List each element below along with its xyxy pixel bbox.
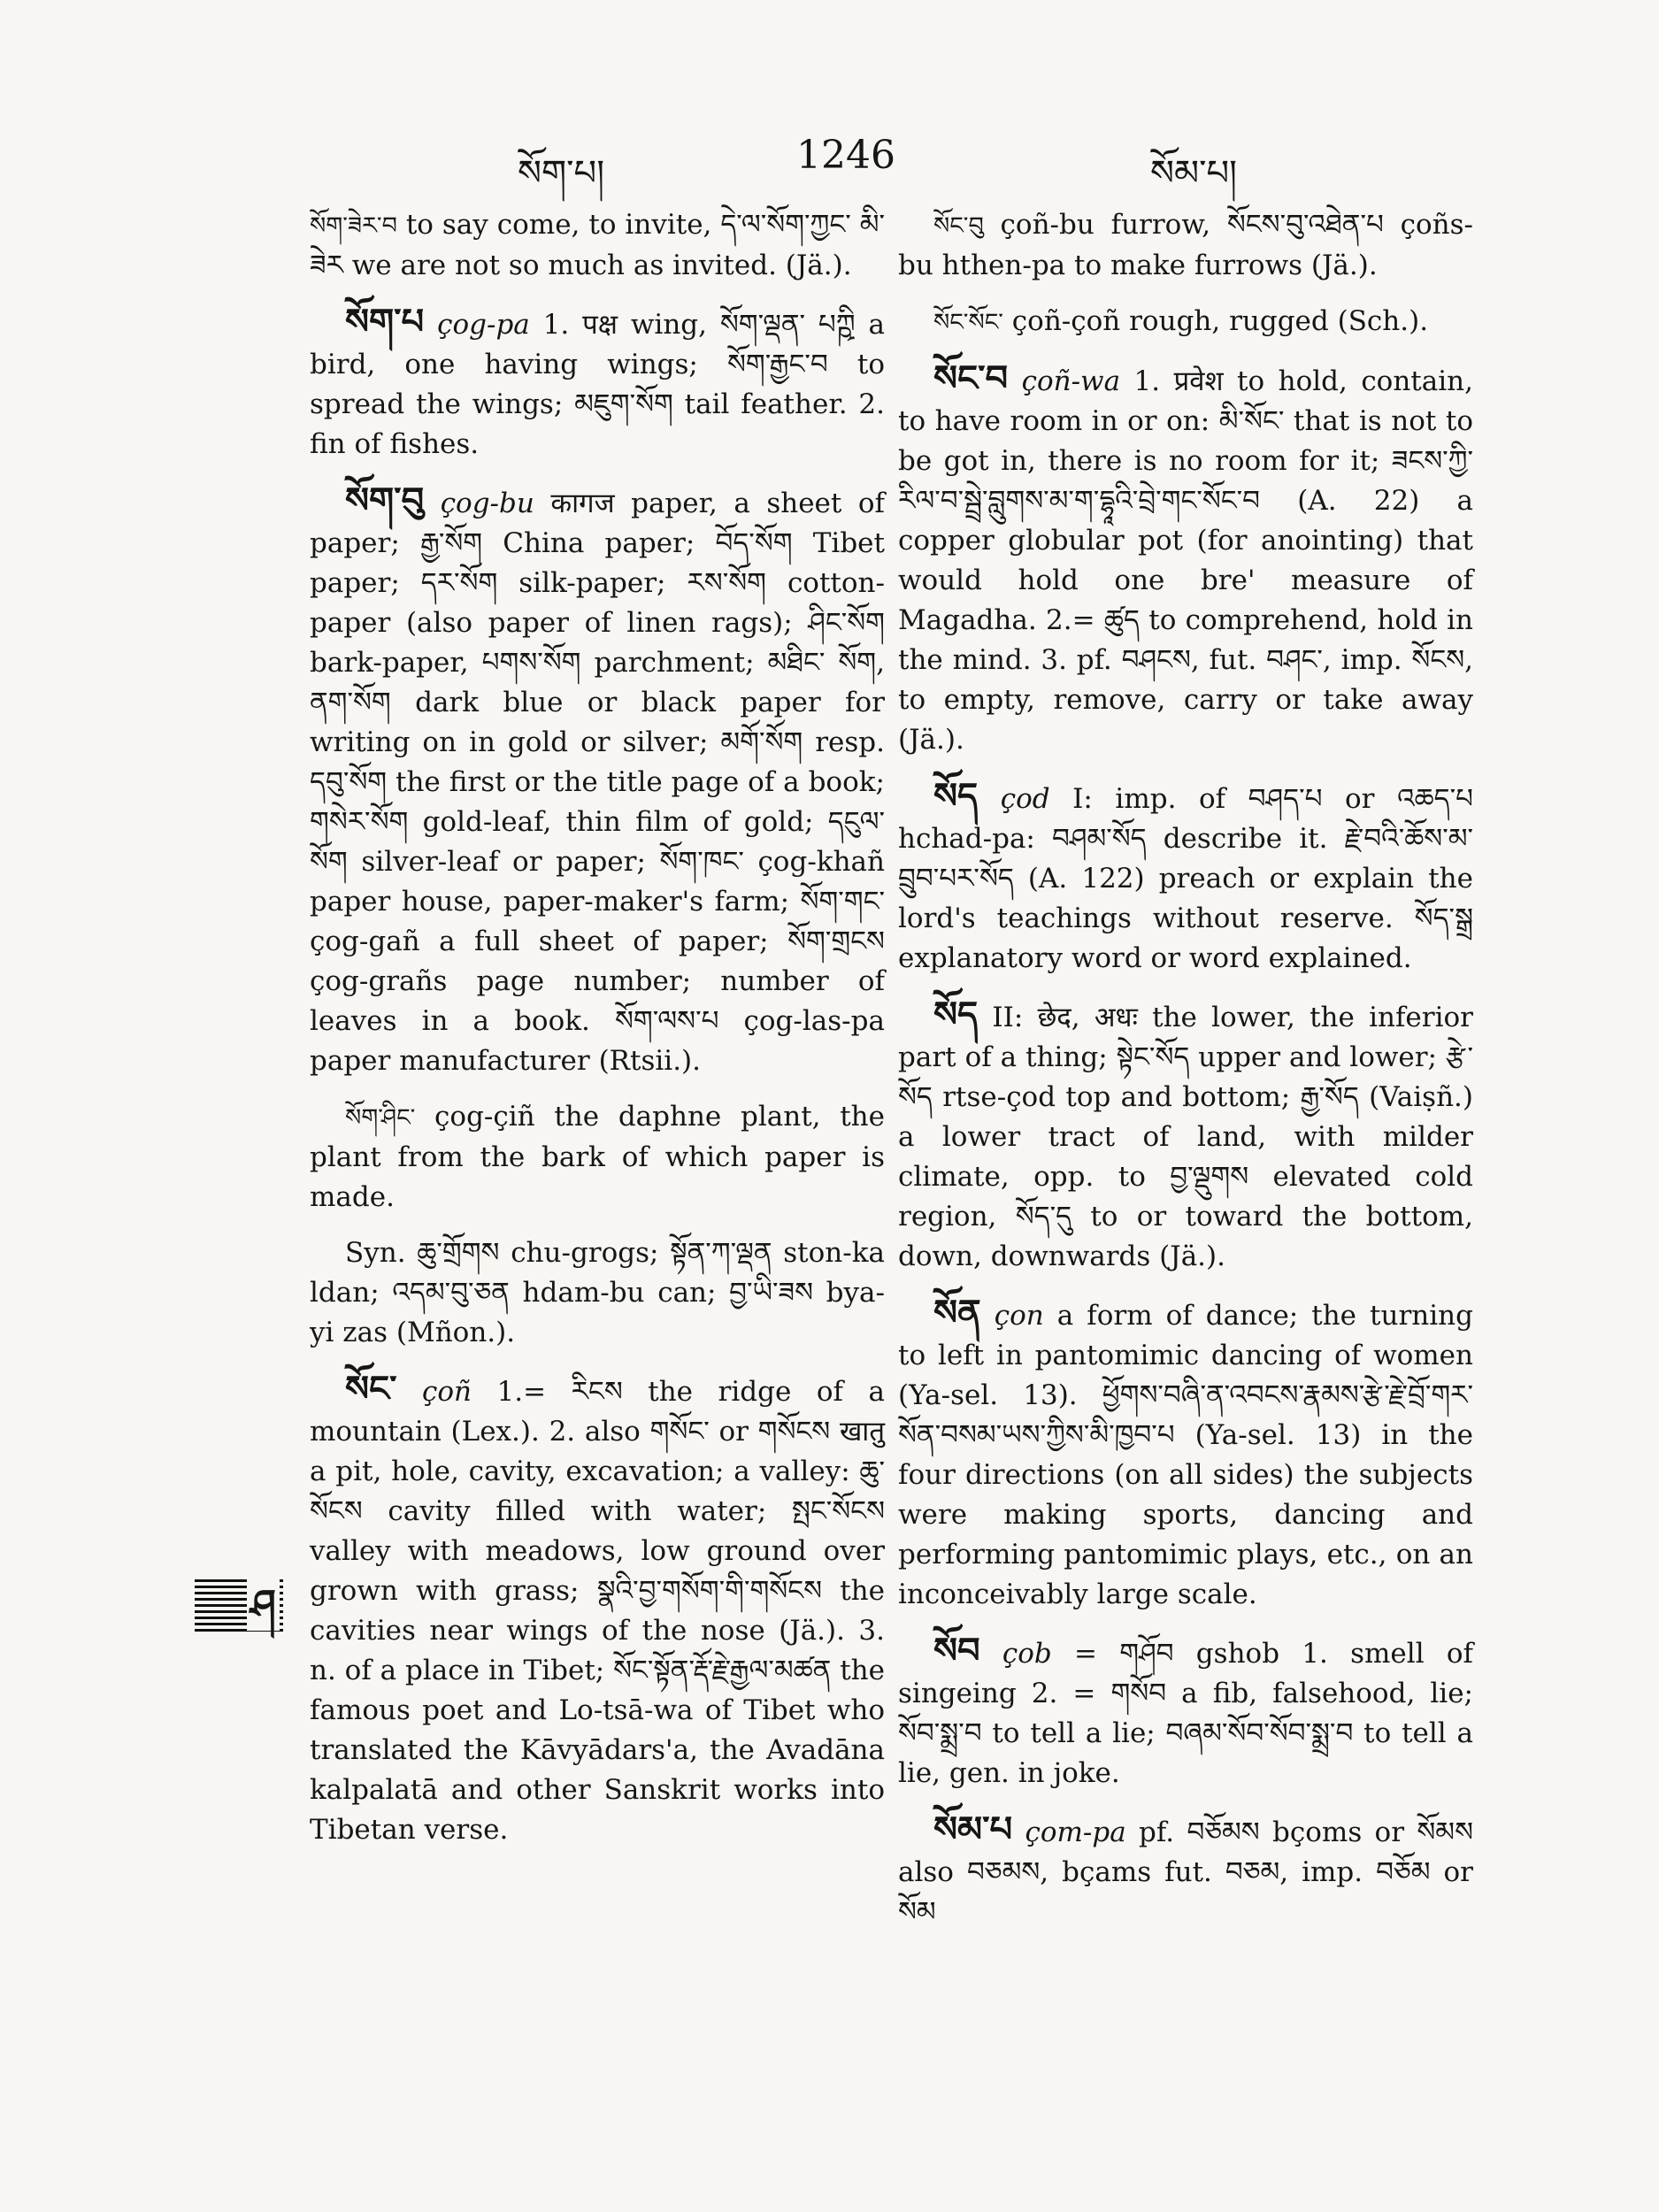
entry-tibetan-lead: སོང་སོང་ (933, 309, 1003, 336)
thumb-index-marker (195, 1579, 283, 1634)
page-header (0, 133, 1659, 194)
entry-transliteration: çom-pa (1025, 1816, 1126, 1848)
dictionary-entry (310, 205, 885, 286)
dictionary-entry (310, 1369, 885, 1850)
entry-text: pf. བཅོམས bçoms or སོམས also བཅམས, bçams fut. བཅམ, imp. བཅོམ or སོམ (898, 1816, 1473, 1928)
entry-headword: སོད (933, 994, 979, 1035)
thumb-index-letter: ཤ (247, 1578, 280, 1631)
dictionary-entry (898, 302, 1473, 342)
dictionary-entry (898, 1631, 1473, 1793)
entry-headword: སོད (933, 775, 979, 817)
entry-tibetan-lead: སོག་ཤིང་ (345, 1104, 416, 1132)
entry-text: 1.= རིངས the ridge of a mountain (Lex.). 2. also གསོང་ or གསོངས खातु a pit, hole, cavity, excavation; a valley: ཆུ་སོངས cavity filled with water; སྤང་སོངས valley with meadows, low ground over grown with grass; སྣའི་བྱ་གསོག་གི་གསོངས the cavities near wings of the nose (Jä.). 3. n. of a place in Tibet; སོང་སྟོན་རྡོ་རྗེ་རྒྱལ་མཚན the famous poet and Lo-tsā-wa of Tibet who translated the Kāvyādars'a, the Avadāna kalpalatā and other Sanskrit works into Tibetan verse. (310, 1376, 885, 1846)
entry-transliteration: çon (994, 1300, 1044, 1332)
entry-headword: སོན (933, 1292, 981, 1333)
entry-headword: སོང་ (345, 1368, 397, 1409)
dictionary-entry (898, 205, 1473, 286)
entry-transliteration: çog-bu (440, 488, 534, 519)
dictionary-entry (310, 1233, 885, 1353)
header-right-word: སོམ་པ། (1150, 153, 1237, 194)
entry-text: Syn. ཆུ་གྲོགས chu-grogs; སྟོན་ཀ་ལྡན ston-ka ldan; འདམ་བུ་ཅན hdam-bu can; བྱ་ཡི་ཟས bya-yi zas (Mñon.). (310, 1237, 885, 1348)
entry-headword: སོག་པ (345, 301, 425, 342)
dictionary-entry (310, 302, 885, 465)
right-column (898, 205, 1473, 1948)
dictionary-entry (898, 1809, 1473, 1932)
entry-text: çog-çiñ the daphne plant, the plant from the bark of which paper is made. (310, 1101, 885, 1213)
entry-headword: སོང་བ (933, 357, 1009, 399)
entry-transliteration: çod (1000, 783, 1050, 815)
entry-text: = གཤོབ gshob 1. smell of singeing 2. = གསོབ a fib, falsehood, lie; སོབ་སྨྲ་བ to tell a lie; བཞམ་སོབ་སོབ་སྨྲ་བ to tell a lie, gen. in joke. (898, 1638, 1473, 1789)
entry-text: II: छेद, अधः the lower, the inferior part of a thing; སྟེང་སོད upper and lower; རྩེ་སོད rtse-çod top and bottom; རྒྱ་སོད (Vaiṣñ.) a lower tract of land, with milder climate, opp. to བྱ་ལྡུགས elevated cold region, སོད་དུ to or toward the bottom, down, downwards (Jä.). (898, 1002, 1473, 1272)
dictionary-entry (898, 1293, 1473, 1615)
entry-tibetan-lead: སོག་ཟེར་བ (310, 212, 397, 240)
dictionary-entry (310, 1097, 885, 1217)
dictionary-entry (898, 776, 1473, 979)
entry-headword: སོམ་པ (933, 1809, 1013, 1850)
dictionary-entry (898, 995, 1473, 1277)
entry-tibetan-lead: སོང་བུ (933, 212, 984, 240)
entry-text: to say come, to invite, དེ་ལ་སོག་ཀྱང་ མི་ཟེར we are not so much as invited. (Jä.). (310, 209, 885, 281)
entry-transliteration: çog-pa (437, 309, 530, 341)
entry-text: 1. पक्ष wing, སོག་ལྡན་ པཀྵི a bird, one having wings; སོག་རྒྱང་བ to spread the wings; མཇུག་སོག tail feather. 2. fin of fishes. (310, 309, 885, 460)
entry-text: a form of dance; the turning to left in pantomimic dancing of women (Ya-sel. 13). ཕྱོགས་བཞི་ན་འབངས་རྣམས་རྩེ་རྗེ་བྲོ་གར་སོན་བསམ་ཡས་ཀྱིས་མི་ཁྱབ་པ (Ya-sel. 13) in the four directions (on all sides) the subjects were making sports, dancing and performing pantomimic plays, etc., on an inconceivably large scale. (898, 1300, 1473, 1610)
entry-headword: སོབ (933, 1630, 980, 1671)
entry-text: 1. प्रवेश to hold, contain, to have room in or on: མི་སོང་ that is not to be got in, there is no room for it; ཟངས་ཀྱི་རིལ་བ་སྦྲེ་བླུགས་མ་ག་དྷཱའི་བྲེ་གང་སོང་བ (A. 22) a copper globular pot (for anointing) that would hold one bre' measure of Magadha. 2.= ཚུད to comprehend, hold in the mind. 3. pf. བཤངས, fut. བཤང་, imp. སོངས, to empty, remove, carry or take away (Jä.). (898, 365, 1473, 756)
dictionary-entry (310, 480, 885, 1081)
left-column (310, 205, 885, 1866)
entry-text: I: imp. of བཤད་པ or འཆད་པ hchad-pa: བཤམ་སོད describe it. རྗེ་བའི་ཆོས་མ་བྲུབ་པར་སོད (A. 122) preach or explain the lord's teachings without reserve. སོད་སྒྲ explanatory word or word explained. (898, 783, 1473, 974)
entry-transliteration: çob (1002, 1638, 1052, 1670)
entry-text: कागज paper, a sheet of paper; རྒྱ་སོག China paper; བོད་སོག Tibet paper; དར་སོག silk-paper; རས་སོག cotton-paper (also paper of linen rags); ཤིང་སོག bark-paper, པགས་སོག parchment; མཐིང་ སོག, ནག་སོག dark blue or black paper for writing on in gold or silver; མགོ་སོག resp. དབུ་སོག the first or the title page of a book; གསེར་སོག gold-leaf, thin film of gold; དངུལ་སོག silver-leaf or paper; སོག་ཁང་ çog-khañ paper house, paper-maker's farm; སོག་གང་ çog-gañ a full sheet of paper; སོག་གྲངས çog-grañs page number; number of leaves in a book. སོག་ལས་པ çog-las-pa paper manufacturer (Rtsii.). (310, 488, 885, 1077)
dictionary-entry (898, 358, 1473, 760)
header-left-word: སོག་པ། (518, 153, 605, 194)
page-number: 1246 (796, 133, 895, 178)
entry-transliteration: çoñ-wa (1021, 365, 1121, 397)
entry-transliteration: çoñ (422, 1376, 472, 1408)
entry-text: çoñ-çoñ rough, rugged (Sch.). (1002, 305, 1429, 337)
entry-headword: སོག་བུ (345, 480, 425, 521)
entry-text: çoñ-bu furrow, སོངས་བུ་འཐེན་པ çoñs-bu hthen-pa to make furrows (Jä.). (898, 209, 1473, 281)
